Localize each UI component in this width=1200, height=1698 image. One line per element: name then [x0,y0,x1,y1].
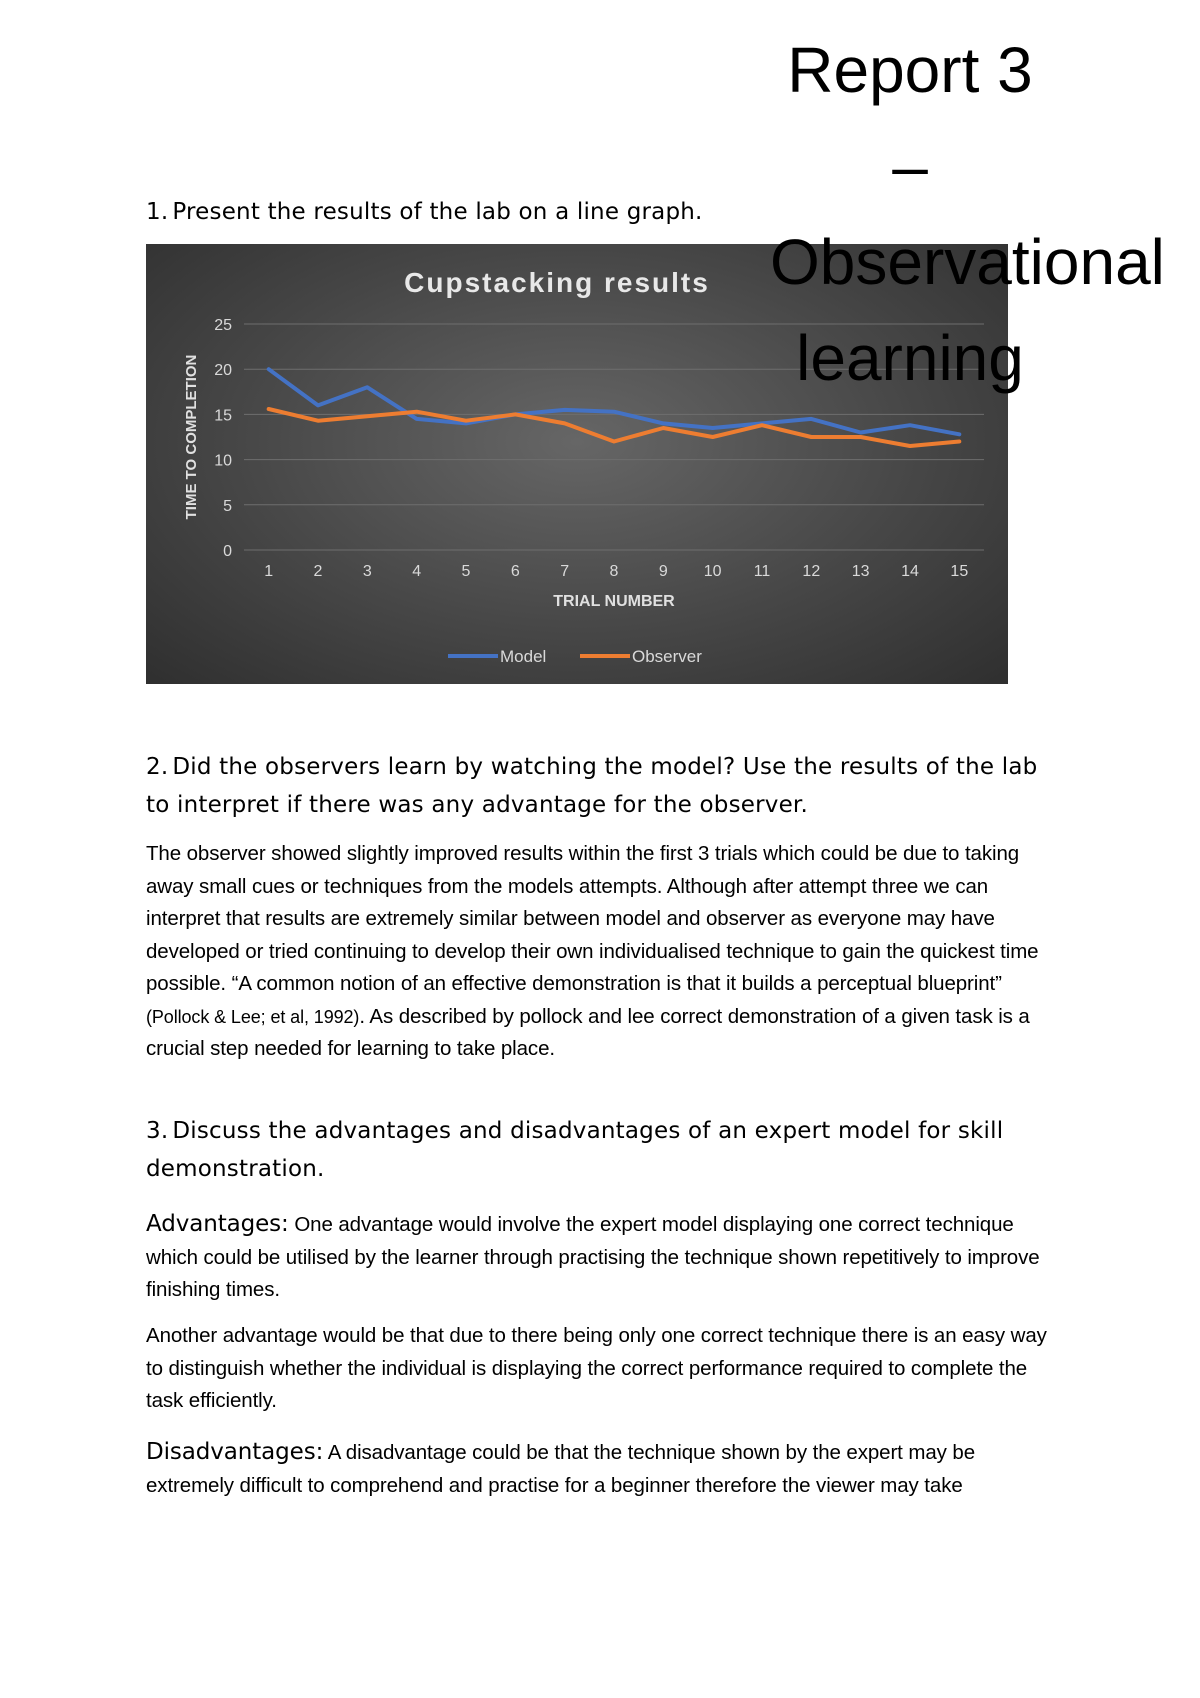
x-tick-label: 6 [510,563,520,580]
question-number: 3. [146,1118,169,1144]
legend-label-observer: Observer [632,647,702,666]
x-tick-label: 5 [461,563,471,580]
x-tick-label: 10 [703,563,722,580]
legend-label-model: Model [500,647,547,666]
question-3 [146,1112,1066,1188]
answer-text-after: . As described by pollock and lee correct demonstration of a given task is a crucial step needed for learning to take place. [146,1004,1030,1060]
question-2 [146,748,1066,824]
x-tick-label: 9 [658,563,668,580]
disadvantages-paragraph [146,1436,1066,1502]
x-axis-label: TRIAL NUMBER [553,593,675,610]
x-tick-label: 11 [753,563,771,580]
answer-2-paragraph [146,838,1066,1066]
x-tick-label: 13 [851,563,870,580]
x-tick-label: 3 [362,563,372,580]
question-text: Did the observers learn by watching the model? Use the results of the lab to interpret if there was any advantage for the observer. [146,754,1038,818]
disadvantages-text: A disadvantage could be that the technique shown by the expert may be extremely difficult to comprehend and practise for a beginner therefore the viewer may take [146,1441,975,1497]
question-text: Present the results of the lab on a line graph. [172,199,703,225]
y-tick-label: 25 [214,317,232,334]
y-tick-label: 5 [223,497,232,515]
advantages-paragraph [146,1208,1066,1307]
question-number: 2. [146,754,169,780]
y-axis-label: TIME TO COMPLETION [183,354,200,520]
y-tick-label: 10 [214,452,232,470]
advantages-text-2: Another advantage would be that due to there being only one correct technique there is an easy way to distinguish whether the individual is displaying the correct performance required to complete the task efficiently. [146,1324,1047,1412]
answer-text: The observer showed slightly improved results within the first 3 trials which could be due to taking away small cues or techniques from the models attempts. Although after attempt three we can interpret that results are extremely similar between model and observer as everyone may have developed or tried continuing to develop their own individualised technique to gain the quickest time possible. “A common notion of an effective demonstration is that it builds a perceptual blueprint” [146,842,1039,995]
advantages-label: Advantages: [146,1211,289,1237]
question-text: Discuss the advantages and disadvantages of an expert model for skill demonstration. [146,1118,1004,1182]
x-tick-label: 15 [950,563,969,580]
x-tick-label: 14 [901,563,919,580]
advantages-paragraph-2 [146,1320,1066,1418]
y-tick-label: 20 [214,362,232,380]
question-number: 1. [146,199,169,225]
report-title: Report 3 – Observational learning [770,34,1165,394]
advantages-text: One advantage would involve the expert model displaying one correct technique which could be utilised by the learner through practising the technique shown repetitively to improve finishing times. [146,1213,1040,1301]
x-tick-label: 1 [264,563,274,580]
x-tick-label: 2 [313,563,323,580]
y-tick-label: 0 [223,543,232,560]
x-tick-label: 4 [412,563,422,580]
chart-title: Cupstacking results [404,267,710,298]
x-tick-label: 7 [560,563,570,580]
x-tick-label: 8 [609,563,619,580]
y-tick-label: 15 [214,407,232,425]
citation: (Pollock & Lee; et al, 1992) [146,1006,360,1027]
x-tick-label: 12 [802,563,821,580]
disadvantages-label: Disadvantages: [146,1439,324,1465]
